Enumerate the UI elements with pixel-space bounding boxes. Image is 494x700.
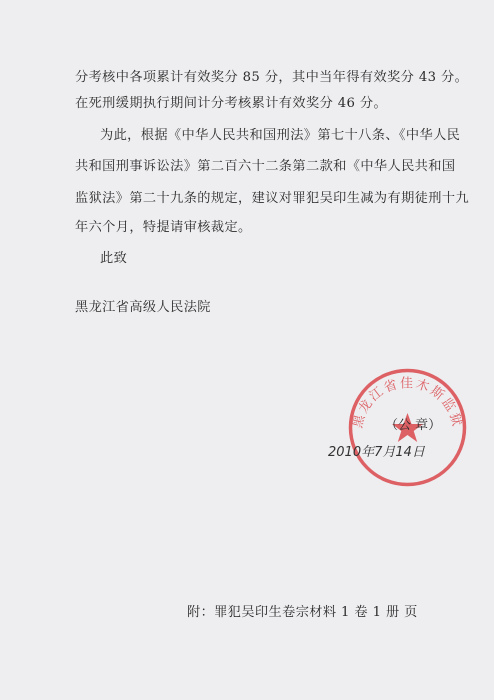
- salutation-line: 此致: [100, 251, 128, 266]
- body-line-6: 年六个月，特提请审核裁定。: [75, 220, 252, 235]
- body-line-5: 监狱法》第二十九条的规定，建议对罪犯吴印生减为有期徒刑十九: [75, 191, 470, 206]
- seal-ring-text: 黑龙江省佳木斯监狱: [350, 376, 465, 430]
- body-line-1: 分考核中各项累计有效奖分 85 分，其中当年得有效奖分 43 分。: [75, 70, 469, 85]
- attachment-line: 附：罪犯吴印生卷宗材料 1 卷 1 册 页: [187, 605, 418, 620]
- body-line-2: 在死刑缓期执行期间计分考核累计有效奖分 46 分。: [75, 96, 388, 111]
- seal-label: （公 章）: [385, 418, 442, 433]
- body-line-4: 共和国刑事诉讼法》第二百六十二条第二款和《中华人民共和国: [75, 159, 456, 174]
- body-line-3: 为此，根据《中华人民共和国刑法》第七十八条、《中华人民: [100, 128, 461, 143]
- recipient-line: 黑龙江省高级人民法院: [75, 300, 211, 315]
- date-line: 2010年7月14日: [328, 445, 425, 460]
